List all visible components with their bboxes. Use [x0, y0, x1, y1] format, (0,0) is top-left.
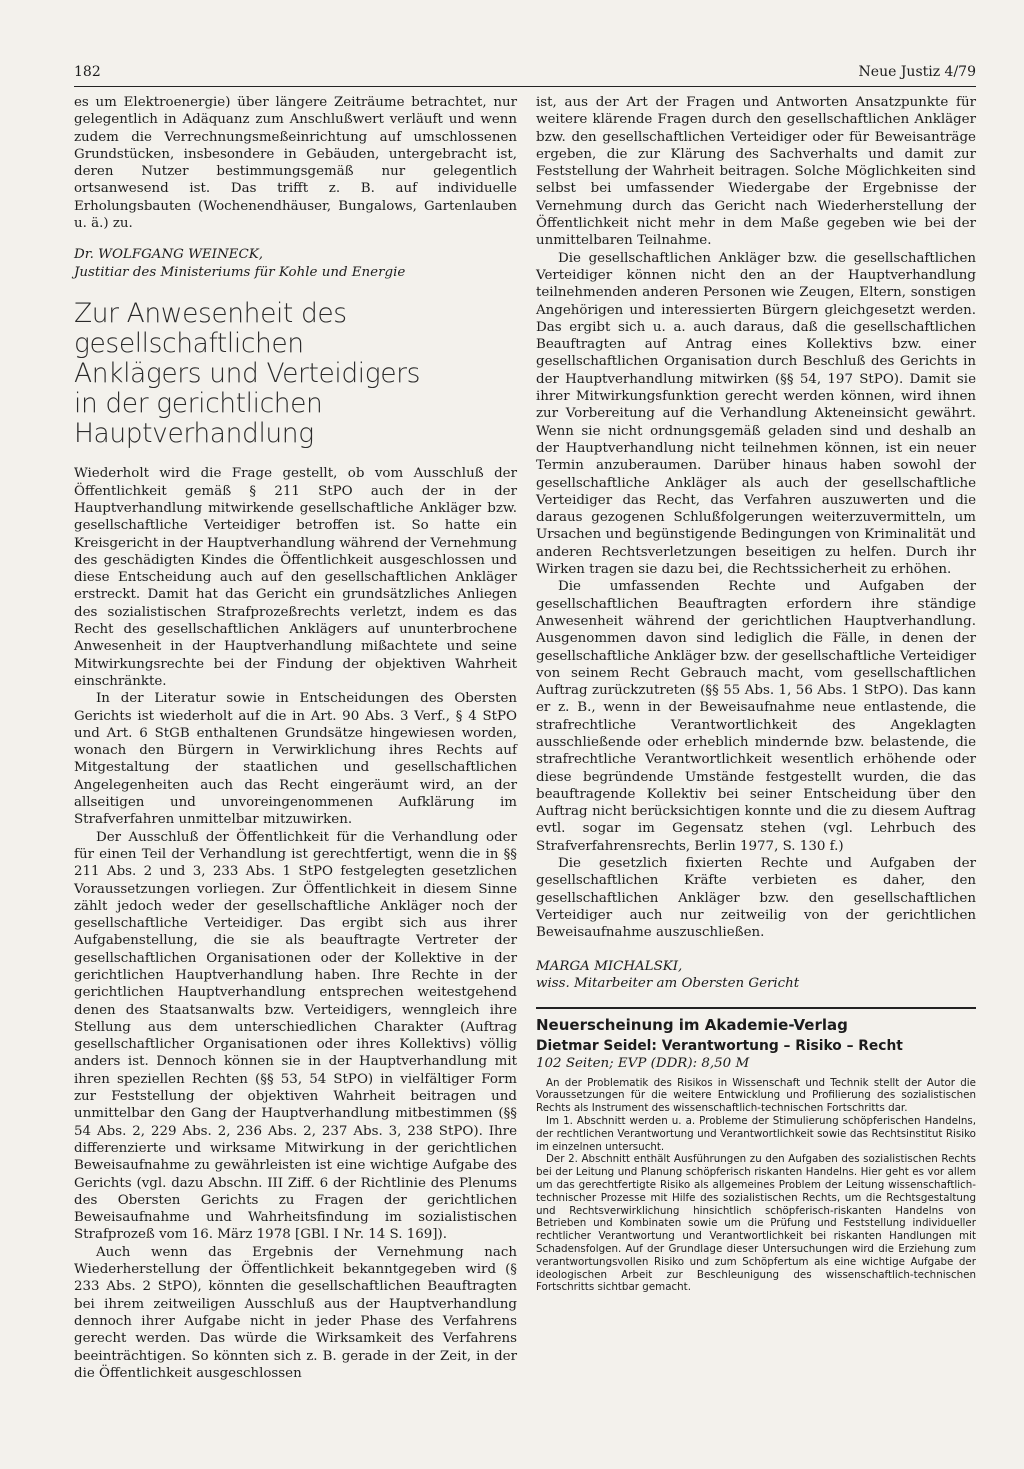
notice-heading: Neuerscheinung im Akademie-Verlag	[536, 1015, 848, 1034]
body-paragraph: In der Literatur sowie in Entscheidungen des Obersten Gerichts ist wiederholt auf die in Art. 90 Abs. 3 Verf., § 4 StPO und Art. 6 StGB enthaltenen Grundsätze hingewiesen worden, wonach den Bürgern in Verwirklichung ihres Rechts auf Mitgestaltung der staatlichen und gesellschaftlichen Angelegenheiten auch das Recht eingeräumt wird, an der allseitigen und unvoreingenommenen Aufklärung im Strafverfahren unmittelbar mitzuwirken.	[74, 691, 517, 828]
header-rule	[74, 86, 976, 87]
right-column	[536, 94, 976, 1294]
author-name: MARGA MICHALSKI,	[536, 958, 683, 974]
left-column	[74, 94, 517, 1382]
journal-issue: Neue Justiz 4/79	[858, 64, 976, 80]
page-number: 182	[74, 64, 101, 80]
body-paragraph: Wiederholt wird die Frage gestellt, ob vom Ausschluß der Öffentlichkeit gemäß § 211 StPO auch der in der Hauptverhandlung mitwirkende gesellschaftliche Ankläger bzw. gesellschaftliche Verteidiger betroffen ist. So hatte ein Kreisgericht in der Hauptverhandlung während der Vernehmung des geschädigten Kindes die Öffentlichkeit ausgeschlossen und diese Entscheidung auch auf den gesellschaftlichen Ankläger erstreckt. Damit hat das Gericht ein grundsätzliches Anliegen des sozialistischen Strafprozeßrechts verletzt, indem es das Recht des gesellschaftlichen Anklägers auf ununterbrochene Anwesenheit in der Hauptverhandlung mißachtete und seine Mitwirkungsrechte bei der Findung der objektiven Wahrheit einschränkte.	[74, 466, 517, 689]
book-title: Dietmar Seidel: Verantwortung – Risiko – Recht	[536, 1037, 903, 1054]
notice-paragraph: Der 2. Abschnitt enthält Ausführungen zu den Aufgaben des sozialistischen Rechts bei der Leitung und Planung schöpferisch riskanten Handelns. Hier geht es vor allem um das gerechtfertigte Risiko als allgemeines Problem der Leitung wissenschaftlich-technischer Prozesse mit Hilfe des sozialistischen Rechts, um die Rechtsgestaltung und Rechtsverwirklichung hinsichtlich schöpferisch-riskanten Handelns von Betrieben und Kombinaten sowie um die Prüfung und Feststellung individueller rechtlicher Verantwortung und Verantwortlichkeit bei riskanten Handlungen mit Schadensfolgen. Auf der Grundlage dieser Untersuchungen wird die Erziehung zum verantwortungsvollen Risiko und zum Schöpfertum als eine wichtige Aufgabe der ideologischen Arbeit zur Beschleunigung des wissenschaftlich-technischen Fortschritts sichtbar gemacht.	[536, 1153, 976, 1294]
body-paragraph: Die gesetzlich fixierten Rechte und Aufgaben der gesellschaftlichen Kräfte verbieten es daher, den gesellschaftlichen Ankläger bzw. den gesellschaftlichen Verteidiger auch nur zeitweilig von der gerichtlichen Beweisaufnahme auszuschließen.	[536, 856, 976, 941]
author-name: Dr. WOLFGANG WEINECK,	[74, 247, 263, 263]
notice-rule	[536, 1007, 976, 1009]
notice-paragraph: An der Problematik des Risikos in Wissenschaft und Technik stellt der Autor die Voraussetzungen für die weitere Entwicklung und Profilierung des sozialistischen Rechts als Instrument des wissenschaftlich-technischen Fortschritts dar.	[536, 1076, 976, 1115]
page-header	[74, 64, 976, 84]
body-paragraph: Der Ausschluß der Öffentlichkeit für die Verhandlung oder für einen Teil der Verhandlung ist gerechtfertigt, wenn die in §§ 211 Abs. 2 und 3, 233 Abs. 1 StPO festgelegten gesetzlichen Voraussetzungen vorliegen. Zur Öffentlichkeit in diesem Sinne zählt jedoch weder der gesellschaftliche Ankläger noch der gesellschaftliche Verteidiger. Das ergibt sich aus ihrer Aufgabenstellung, die sie als beauftragte Vertreter der gesellschaftlichen Organisationen oder der Kollektive in der gerichtlichen Hauptverhandlung haben. Ihre Rechte in der gerichtlichen Hauptverhandlung entsprechen weitestgehend denen des Staatsanwalts bzw. Verteidigers, wenngleich ihre Stellung aus dem unterschiedlichen Charakter (Auftrag gesellschaftlicher Organisationen oder ihres Kollektivs) völlig anders ist. Dennoch können sie in der Hauptverhandlung mit ihren speziellen Rechten (§§ 53, 54 StPO) in vielfältiger Form zur Feststellung der objektiven Wahrheit beitragen und unmittelbar den Gang der Hauptverhandlung mitbestimmen (§§ 54 Abs. 2, 229 Abs. 2, 236 Abs. 2, 237 Abs. 3, 238 StPO). Ihre differenzierte und wirksame Mitwirkung in der gerichtlichen Beweisaufnahme zu gewährleisten ist eine wichtige Aufgabe des Gerichts (vgl. dazu Abschn. III Ziff. 6 der Richtlinie des Plenums des Obersten Gerichts zu Fragen der gerichtlichen Beweisaufnahme und Wahrheitsfindung im sozialistischen Strafprozeß vom 16. März 1978 [GBl. I Nr. 14 S. 169]).	[74, 829, 517, 1243]
author-role: Justitiar des Ministeriums für Kohle und Energie	[74, 264, 406, 280]
article-title	[74, 299, 517, 449]
book-price: 102 Seiten; EVP (DDR): 8,50 M	[536, 1055, 750, 1071]
body-paragraph: Auch wenn das Ergebnis der Vernehmung nach Wiederherstellung der Öffentlichkeit bekanntgegeben wird (§ 233 Abs. 2 StPO), könnten die gesellschaftlichen Beauftragten bei ihrem zeitweiligen Ausschluß aus der Hauptverhandlung dennoch ihrer Aufgabe nicht in jeder Phase des Verfahrens gerecht werden. Das würde die Wirksamkeit des Verfahrens beeinträchtigen. So könnten sich z. B. gerade in der Zeit, in der die Öffentlichkeit ausgeschlossen	[74, 1244, 517, 1381]
intro-paragraph: es um Elektroenergie) über längere Zeiträume betrachtet, nur gelegentlich in Adäquanz zum Anschlußwert verläuft und wenn zudem die Verrechnungsmeßeinrichtung auf umschlossenen Grundstücken, insbesondere in Gebäuden, untergebracht ist, deren Nutzer bestimmungsgemäß nur gelegentlich ortsanwesend ist. Das trifft z. B. auf individuelle Erholungsbauten (Wochenendhäuser, Bungalows, Gartenlauben u. ä.) zu.	[74, 95, 517, 232]
body-paragraph: Die gesellschaftlichen Ankläger bzw. die gesellschaftlichen Verteidiger können nicht den an der Hauptverhandlung teilnehmenden anderen Personen wie Zeugen, Eltern, sonstigen Angehörigen und interessierten Bürgern gleichgesetzt werden. Das ergibt sich u. a. auch daraus, daß die gesellschaftlichen Beauftragten auf Antrag eines Kollektivs bzw. einer gesellschaftlichen Organisation durch Beschluß des Gerichts in der Hauptverhandlung mitwirken (§§ 54, 197 StPO). Damit sie ihrer Mitwirkungsfunktion gerecht werden können, wird ihnen zur Vorbereitung auf die Verhandlung Akteneinsicht gewährt. Wenn sie nicht ordnungsgemäß geladen sind und deshalb an der Hauptverhandlung nicht teilnehmen können, ist ein neuer Termin anzuberaumen. Darüber hinaus haben sowohl der gesellschaftliche Ankläger als auch der gesellschaftliche Verteidiger das Recht, das Verfahren auszuwerten und die daraus gezogenen Schlußfolgerungen weiterzuvermitteln, um Ursachen und begünstigende Bedingungen von Kriminalität und anderen Rechtsverletzungen beseitigen zu helfen. Durch ihr Wirken tragen sie dazu bei, die Rechtssicherheit zu erhöhen.	[536, 250, 976, 578]
author-role: wiss. Mitarbeiter am Obersten Gericht	[536, 976, 800, 992]
notice-paragraph: Im 1. Abschnitt werden u. a. Probleme der Stimulierung schöpferischen Handelns, der rechtlichen Verantwortung und Verantwortlichkeit sowie das Rechtsinstitut Risiko im einzelnen untersucht.	[536, 1114, 976, 1153]
title-line: Zur Anwesenheit des gesellschaftlichen	[74, 298, 347, 360]
title-line: in der gerichtlichen Hauptverhandlung	[74, 388, 323, 450]
title-line: Anklägers und Verteidigers	[74, 358, 421, 390]
body-paragraph: Die umfassenden Rechte und Aufgaben der gesellschaftlichen Beauftragten erfordern ihre ständige Anwesenheit während der gerichtlichen Hauptverhandlung. Ausgenommen davon sind lediglich die Fälle, in denen der gesellschaftliche Ankläger bzw. der gesellschaftliche Verteidiger von seinem Recht Gebrauch macht, vom gesellschaftlichen Auftrag zurückzutreten (§§ 55 Abs. 1, 56 Abs. 1 StPO). Das kann er z. B., wenn in der Beweisaufnahme neue entlastende, die strafrechtliche Verantwortlichkeit des Angeklagten ausschließende oder erheblich mindernde bzw. belastende, die strafrechtliche Verantwortlichkeit wesentlich erhöhende oder diese begründende Umstände festgestellt wurden, die das beauftragende Kollektiv bei seiner Entscheidung über den Auftrag nicht berücksichtigen konnte und die zu diesem Auftrag evtl. sogar im Gegensatz stehen (vgl. Lehrbuch des Strafverfahrensrechts, Berlin 1977, S. 130 f.)	[536, 579, 976, 854]
body-paragraph: ist, aus der Art der Fragen und Antworten Ansatzpunkte für weitere klärende Fragen durch den gesellschaftlichen Ankläger bzw. den gesellschaftlichen Verteidiger oder für Beweisanträge ergeben, die zur Klärung des Sachverhalts und damit zur Feststellung der Wahrheit beitragen. Solche Möglichkeiten sind selbst bei umfassender Wiedergabe der Ergebnisse der Vernehmung durch das Gericht nach Wiederherstellung der Öffentlichkeit nicht mehr in dem Maße gegeben wie bei der unmittelbaren Teilnahme.	[536, 95, 976, 249]
publisher-notice	[536, 1007, 976, 1295]
